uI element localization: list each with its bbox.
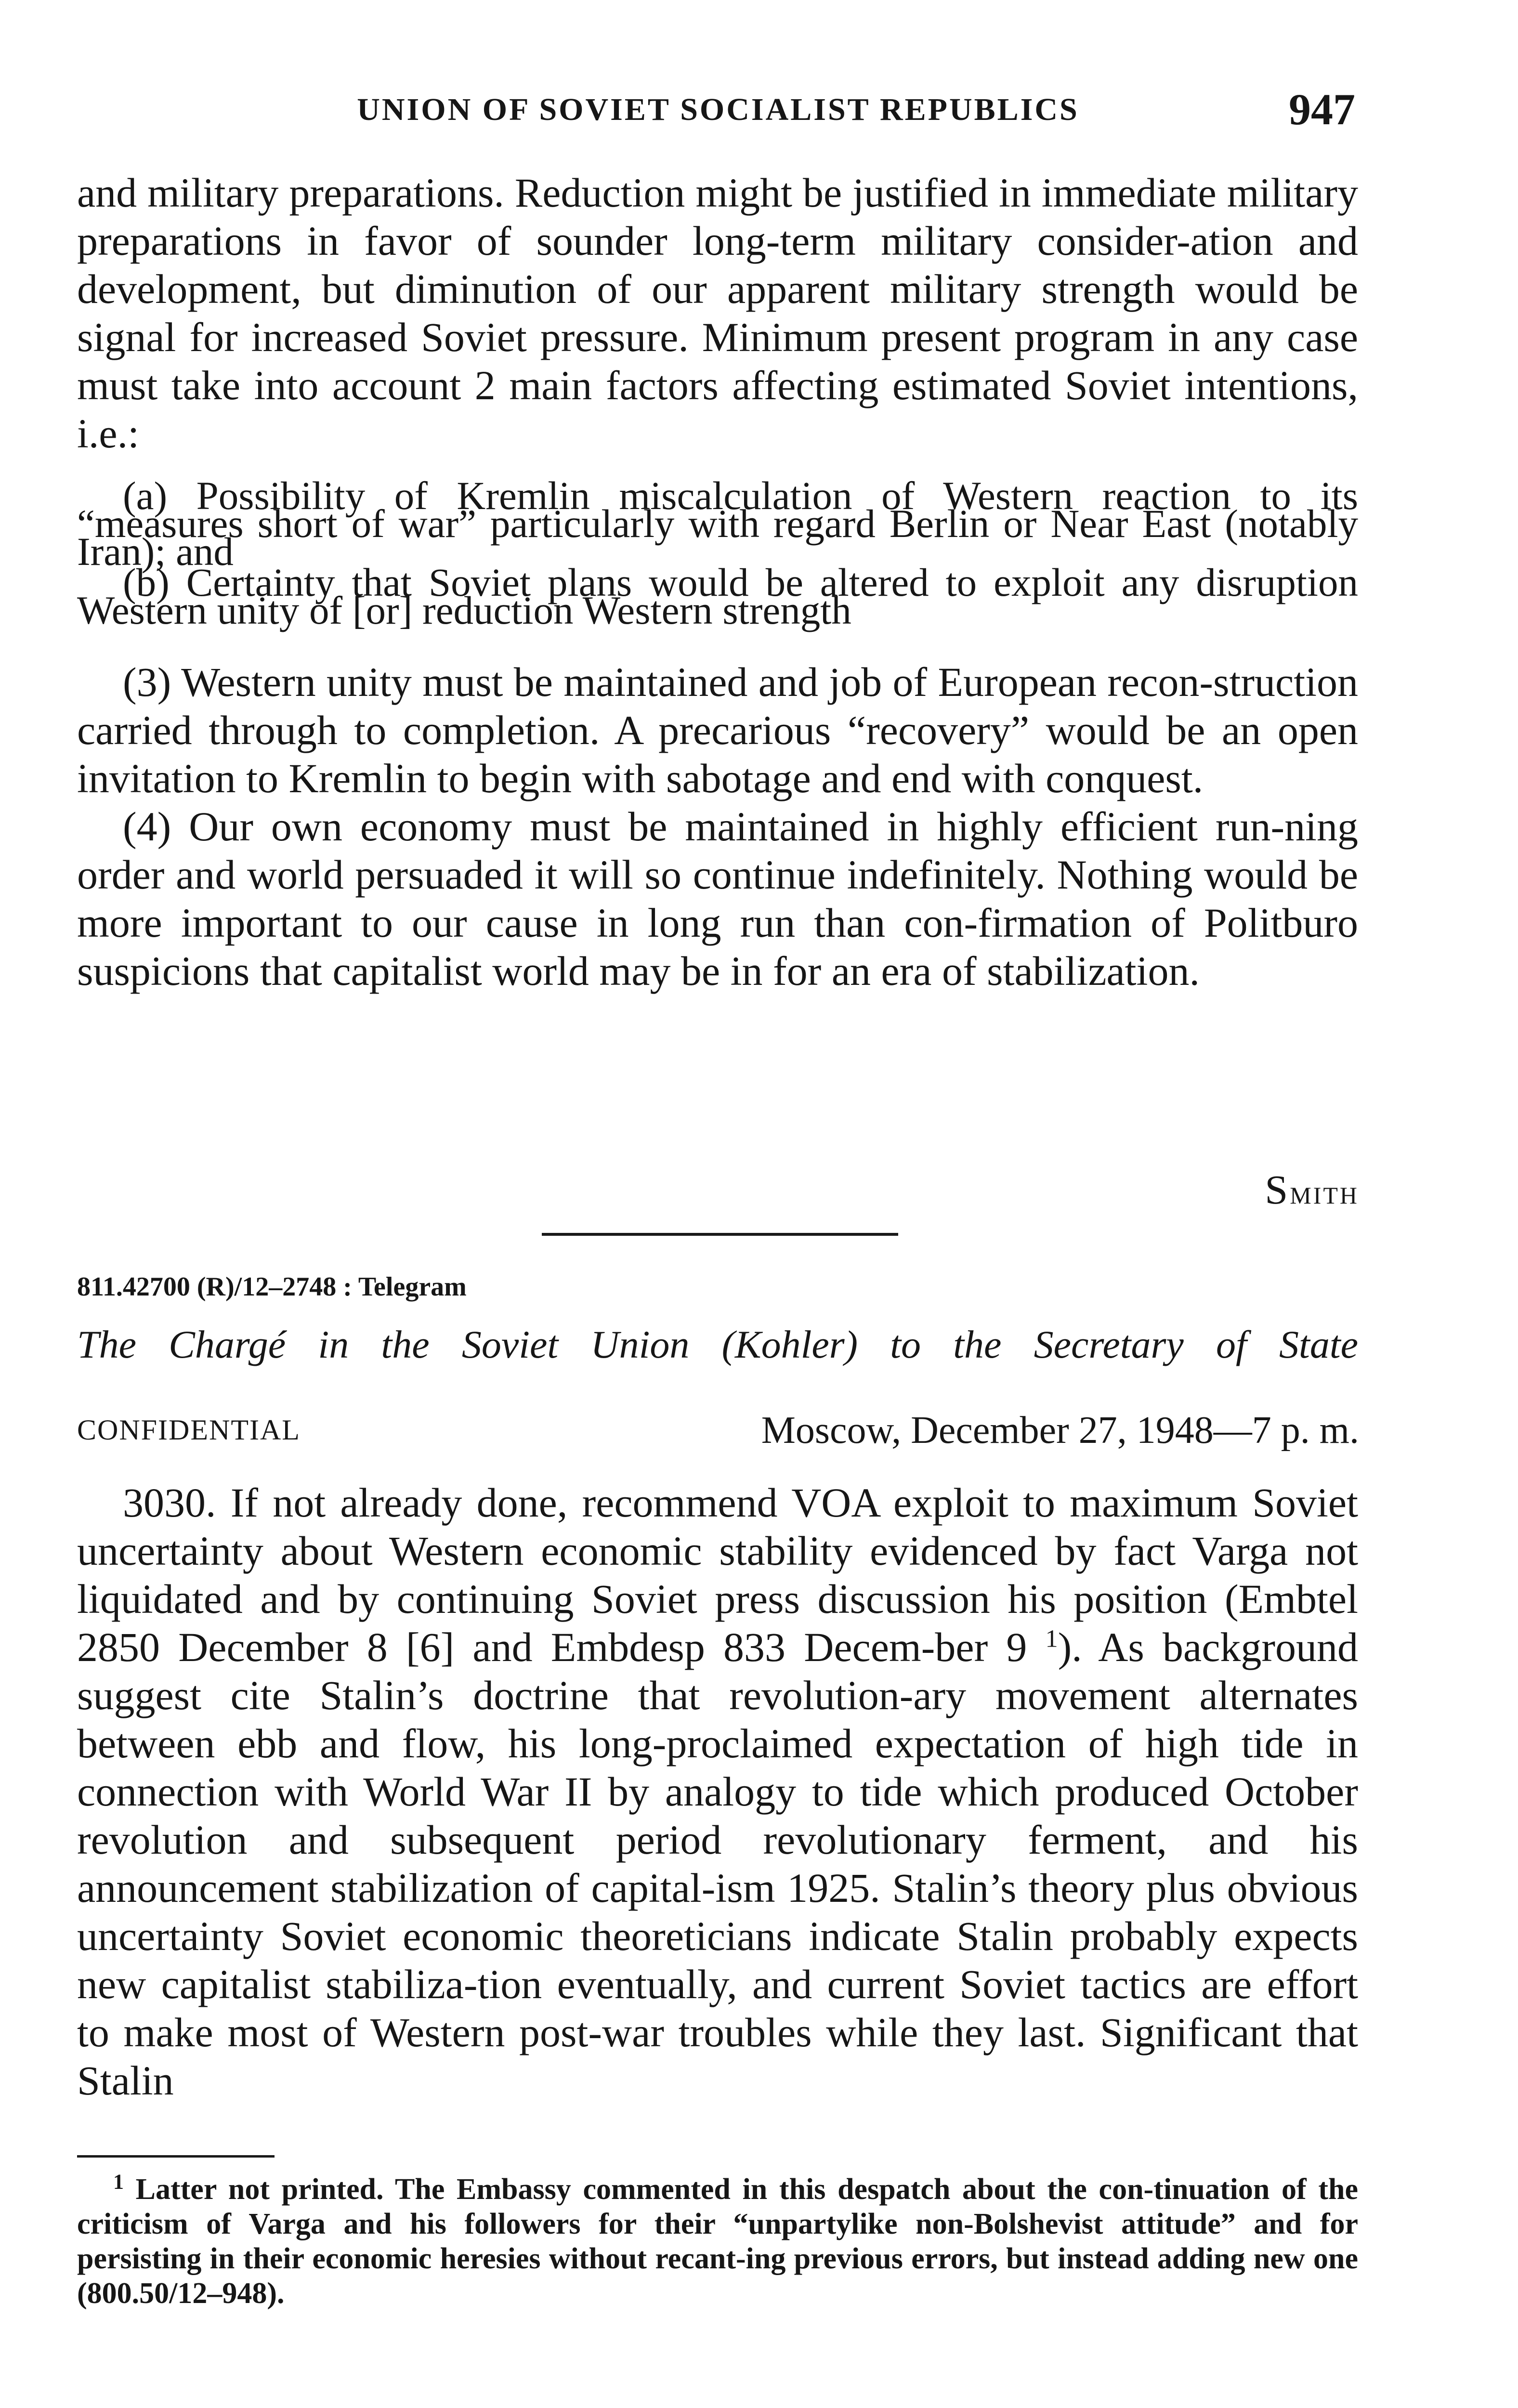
telegram-text-part1: 3030. If not already done, recommend VOA exploit to maximum Soviet uncertainty about Western economic stability evidenced by fact Varga not liquidated and by continuing Soviet press discussion his position (Embtel 2850 December 8 [6] and Embdesp 833 Decem-ber 9 xyxy=(77,1479,1358,1670)
telegram-text-part2: ). As background suggest cite Stalin’s doctrine that revolution-ary movement alternates between ebb and flow, his long-proclaimed expectation of high tide in connection with World War II by analogy to tide which produced October revolution and subsequent period revolutionary ferment, and his announcement stabilization of capital-ism 1925. Stalin’s theory plus obvious uncertainty Soviet economic theoreticians indicate Stalin probably expects new capitalist stabiliza-tion eventually, and current Soviet tactics are effort to make most of Western post-war troubles while they last. Significant that Stalin xyxy=(77,1624,1359,2104)
section-divider xyxy=(542,1233,898,1236)
document-title: The Chargé in the Soviet Union (Kohler) to the Secretary of State xyxy=(77,1322,1358,1366)
footnote-text: Latter not printed. The Embassy commented in this despatch about the con-tinuation of the criticism of Varga and his followers for their “unpartylike non-Bolshevist attitude” and for persisting in their economic heresies without recant-ing previous errors, but instead adding new one (800.50/12–948). xyxy=(77,2173,1358,2310)
classification-label: CONFIDENTIAL xyxy=(77,1414,301,1446)
telegram-paragraph xyxy=(77,1479,1358,2105)
footnote-marker: 1 xyxy=(113,2170,124,2194)
paragraph-4: (4) Our own economy must be maintained in highly efficient run-ning order and world persuaded it will so continue indefinitely. Nothing would be more important to our cause in long run than con-firmation of Politburo suspicions that capitalist world may be in for an era of stabilization. xyxy=(77,803,1358,994)
telegram-body xyxy=(77,1479,1358,2105)
paragraph-3: (3) Western unity must be maintained and job of European recon-struction carried through to completion. A precarious “recovery” would be an open invitation to Kremlin to begin with sabotage and end with conquest. xyxy=(77,659,1358,801)
footnote-reference[interactable]: 1 xyxy=(1045,1625,1058,1653)
list-item-b: (b) Certainty that Soviet plans would be altered to exploit any disruption Western unity of [or] reduction Western strength xyxy=(77,560,1358,632)
page-number: 947 xyxy=(1289,85,1355,134)
footnote-divider xyxy=(77,2155,275,2158)
dateline: Moscow, December 27, 1948—7 p. m. xyxy=(761,1409,1359,1452)
continuation-paragraph: and military preparations. Reduction might be justified in immediate military preparations in favor of sounder long-term military consider-ation and development, but diminution of our apparent military strength would be signal for increased Soviet pressure. Minimum present program in any case must take into account 2 main factors affecting estimated Soviet intentions, i.e.: xyxy=(77,170,1358,457)
list-item-a: (a) Possibility of Kremlin miscalculation of Western reaction to its “measures short of war” particularly with regard Berlin or Near East (notably Iran); and xyxy=(77,473,1358,574)
signature: Smith xyxy=(1265,1166,1359,1213)
continuation-text xyxy=(77,169,1358,995)
file-reference: 811.42700 (R)/12–2748 : Telegram xyxy=(77,1272,467,1302)
footnote xyxy=(77,2172,1358,2311)
running-head: UNION OF SOVIET SOCIALIST REPUBLICS xyxy=(357,92,1079,127)
